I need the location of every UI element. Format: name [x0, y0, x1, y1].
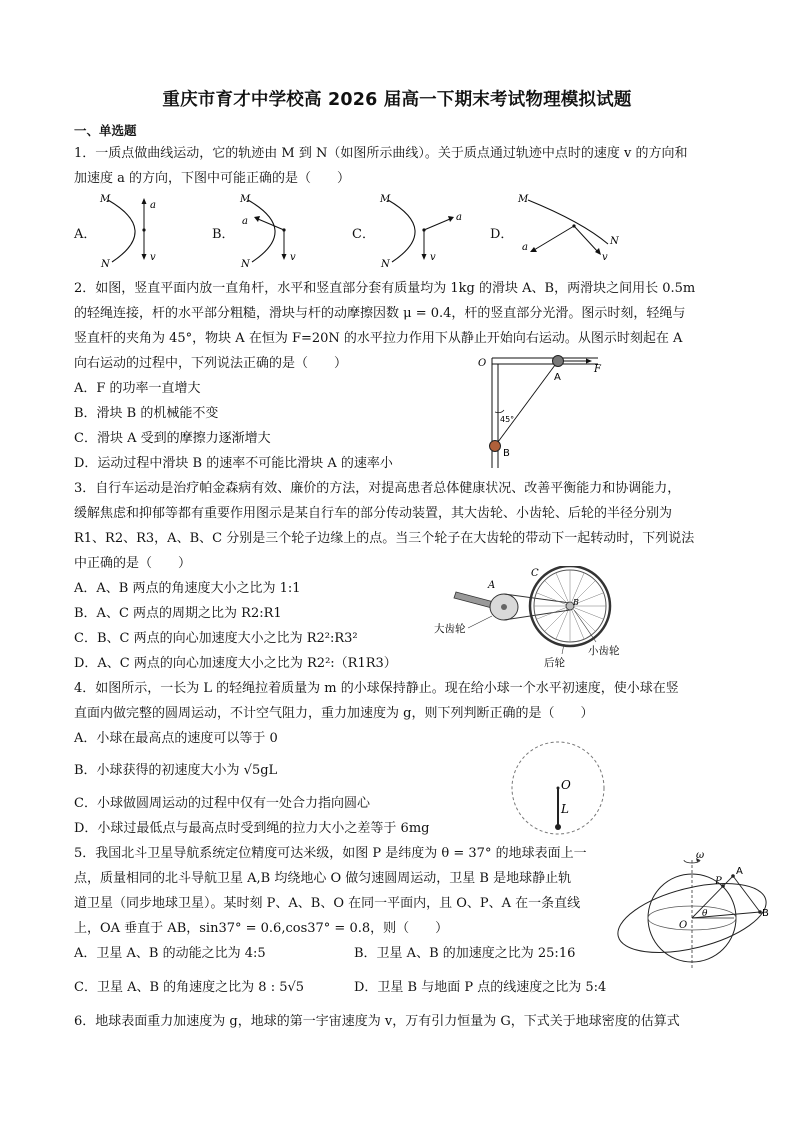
q5-stem-line-1: 5．我国北斗卫星导航系统定位精度可达米级，如图 P 是纬度为 θ = 37° 的地球表面上一	[74, 846, 587, 861]
q4-figure-circle	[486, 736, 610, 836]
q1a-label-n: N	[101, 259, 110, 268]
q1b-label-m: M	[240, 194, 251, 205]
q5-option-b: B．卫星 A、B 的加速度之比为 25:16	[354, 946, 576, 961]
q2-option-d: D．运动过程中滑块 B 的速率不可能比滑块 A 的速率小	[74, 456, 393, 471]
q5-label-o: O	[679, 920, 688, 931]
q1-figure-a	[98, 192, 168, 268]
page-title: 重庆市育才中学校高 2026 届高一下期末考试物理模拟试题	[162, 90, 632, 110]
q1-stem-line-1: 1．一质点做曲线运动，它的轨迹由 M 到 N（如图所示曲线）。关于质点通过轨迹中点时的速度 v 的方向和	[74, 146, 688, 161]
q4-option-c: C．小球做圆周运动的过程中仅有一处合力指向圆心	[74, 796, 370, 811]
q1c-label-v: v	[430, 252, 436, 263]
q4-option-d: D．小球过最低点与最高点时受到绳的拉力大小之差等于 6mg	[74, 821, 430, 836]
q3-stem-line-4: 中正确的是（ ）	[74, 556, 192, 571]
q2-stem-line-1: 2．如图，竖直平面内放一直角杆，水平和竖直部分套有质量均为 1kg 的滑块 A、B，两滑块之间用长 0.5m	[74, 281, 696, 296]
q1b-label-a: a	[242, 216, 248, 227]
q2-option-b: B．滑块 B 的机械能不变	[74, 406, 219, 421]
q2-option-c: C．滑块 A 受到的摩擦力逐渐增大	[74, 431, 271, 446]
q1-figure-c	[376, 192, 466, 268]
q1-option-d-label: D．	[490, 227, 514, 242]
q1a-label-a: a	[150, 200, 156, 211]
q4-option-b: B．小球获得的初速度大小为 √5gL	[74, 763, 278, 778]
q5-option-d: D．卫星 B 与地面 P 点的线速度之比为 5:4	[354, 980, 607, 995]
q5-label-b: B	[762, 908, 769, 919]
q1d-label-n: N	[610, 236, 619, 247]
q5-figure-earth	[612, 850, 776, 970]
q5-stem-line-3: 道卫星（同步地球卫星）。某时刻 P、A、B、O 在同一平面内，且 O、P、A 在一条直线	[74, 896, 581, 911]
q4-stem-line-2: 直面内做完整的圆周运动，不计空气阻力，重力加速度为 g，则下列判断正确的是（ ）	[74, 706, 594, 721]
q3-label-rear-wheel: 后轮	[544, 657, 565, 669]
q1-option-c-label: C．	[352, 227, 375, 242]
q3-label-big-gear: 大齿轮	[434, 623, 466, 635]
q1-option-a-label: A．	[74, 227, 97, 242]
q3-label-small-gear: 小齿轮	[588, 645, 620, 657]
q1a-label-m: M	[100, 194, 111, 205]
q2-label-b: B	[503, 448, 510, 459]
q4-label-o: O	[561, 778, 571, 792]
q2-label-f: F	[594, 364, 601, 375]
q1-option-b-label: B．	[212, 227, 235, 242]
q3-option-a: A．A、B 两点的角速度大小之比为 1:1	[74, 581, 301, 596]
q5-stem-line-4: 上，OA 垂直于 AB，sin37° = 0.6,cos37° = 0.8，则（ ）	[74, 921, 449, 936]
q1a-label-v: v	[150, 252, 156, 263]
q1d-label-m: M	[518, 194, 529, 205]
q1-figure-b	[236, 192, 306, 268]
q3-label-b: B	[573, 598, 579, 607]
q5-label-p: P	[715, 876, 722, 887]
q1b-label-n: N	[241, 259, 250, 268]
q2-figure-rod	[470, 352, 620, 472]
q5-option-c: C．卫星 A、B 的角速度之比为 8 : 5√5	[74, 980, 305, 995]
section-heading: 一、单选题	[74, 123, 137, 138]
q2-stem-line-4: 向右运动的过程中，下列说法正确的是（ ）	[74, 356, 348, 371]
q3-label-c: C	[531, 568, 539, 579]
q4-label-l: L	[561, 802, 569, 816]
q3-figure-bicycle	[428, 566, 622, 670]
q5-label-theta: θ	[702, 909, 708, 919]
q6-stem-line-1: 6．地球表面重力加速度为 g，地球的第一宇宙速度为 v，万有引力恒量为 G，下式关于地球密度的估算式	[74, 1014, 680, 1029]
q3-option-c: C．B、C 两点的向心加速度大小之比为 R2²:R3²	[74, 631, 358, 646]
q3-stem-line-2: 缓解焦虑和抑郁等都有重要作用图示是某自行车的部分传动装置，其大齿轮、小齿轮、后轮的半径分别为	[74, 506, 673, 521]
q5-label-omega: ω	[696, 850, 705, 861]
q4-stem-line-1: 4．如图所示，一长为 L 的轻绳拉着质量为 m 的小球保持静止。现在给小球一个水平初速度，使小球在竖	[74, 681, 679, 696]
q5-stem-line-2: 点，质量相同的北斗导航卫星 A,B 均绕地心 O 做匀速圆周运动，卫星 B 是地球静止轨	[74, 871, 572, 886]
q1-stem-line-2: 加速度 a 的方向，下图中可能正确的是（ ）	[74, 171, 351, 186]
q1c-label-a: a	[456, 212, 462, 223]
q2-option-a: A．F 的功率一直增大	[74, 381, 201, 396]
q5-label-a: A	[736, 866, 743, 877]
q1c-label-n: N	[381, 259, 390, 268]
q1b-label-v: v	[290, 252, 296, 263]
q1-figure-d	[512, 192, 622, 268]
q4-option-a: A．小球在最高点的速度可以等于 0	[74, 731, 278, 746]
q3-stem-line-3: R1、R2、R3，A、B、C 分别是三个轮子边缘上的点。当三个轮子在大齿轮的带动下一起转动时，下列说法	[74, 531, 695, 546]
q2-stem-line-3: 竖直杆的夹角为 45°，物块 A 在恒为 F=20N 的水平拉力作用下从静止开始向右运动。从图示时刻起在 A	[74, 331, 683, 346]
q3-option-b: B．A、C 两点的周期之比为 R2:R1	[74, 606, 282, 621]
q1d-label-a: a	[522, 242, 528, 253]
q2-label-a: A	[554, 372, 561, 383]
q1c-label-m: M	[380, 194, 391, 205]
q3-stem-line-1: 3．自行车运动是治疗帕金森病有效、廉价的方法，对提高患者总体健康状况、改善平衡能力和协调能力，	[74, 481, 681, 496]
q2-label-angle: 45°	[500, 415, 515, 424]
q3-label-a: A	[488, 580, 496, 591]
q2-stem-line-2: 的轻绳连接，杆的水平部分粗糙，滑块与杆的动摩擦因数 μ = 0.4，杆的竖直部分光滑。图示时刻，轻绳与	[74, 306, 686, 321]
q2-label-o: O	[478, 358, 487, 369]
q5-option-a: A．卫星 A、B 的动能之比为 4:5	[74, 946, 266, 961]
q3-option-d: D．A、C 两点的向心加速度大小之比为 R2²:（R1R3）	[74, 656, 397, 671]
q1d-label-v: v	[602, 252, 608, 263]
